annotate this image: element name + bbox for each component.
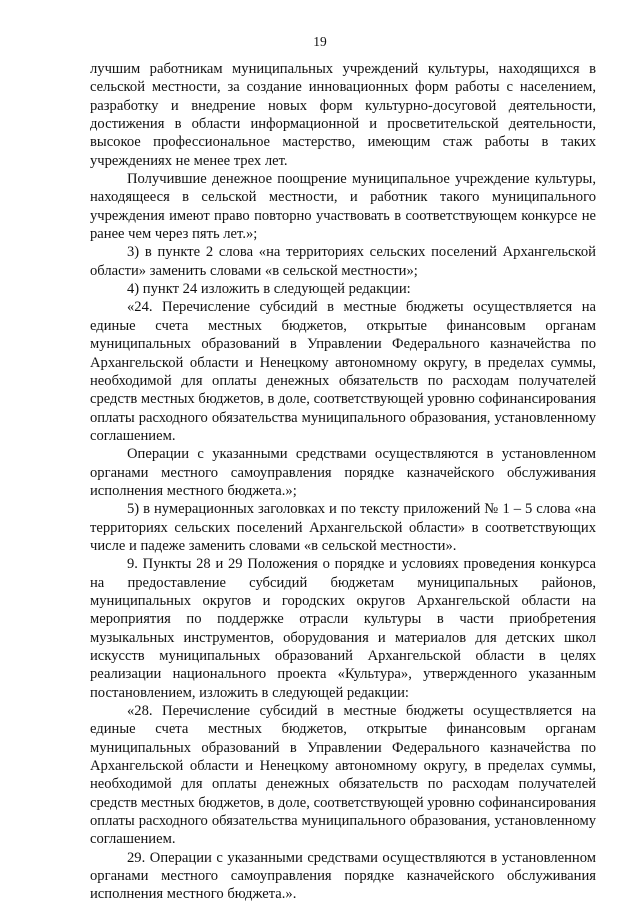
paragraph-point-29: 29. Операции с указанными средствами осуществляются в установленном органами местного самоуправления порядке казначейского обслуживания исполнения местного бюджета.».: [90, 849, 596, 903]
paragraph-point-24: «24. Перечисление субсидий в местные бюджеты осуществляется на единые счета местных бюджетов, открытые финансовым органам муниципальных образований в Управлении Федерального казначейства по Архангельской области и Ненецкому автономному округу, в пределах суммы, необходимой для оплаты денежных обязательств по расходам получателей средств местных бюджетов, в доле, соответствующей уровню софинансирования оплаты расходного обязательства муниципального образования, установленному соглашением.: [90, 299, 596, 444]
paragraph-point-28: «28. Перечисление субсидий в местные бюджеты осуществляется на единые счета местных бюджетов, открытые финансовым органам муниципальных образований в Управлении Федерального казначейства по Архангельской области и Ненецкому автономному округу, в пределах суммы, необходимой для оплаты денежных обязательств по расходам получателей средств местных бюджетов, в доле, соответствующей уровню софинансирования оплаты расходного обязательства муниципального образования, установленному соглашением.: [90, 703, 596, 848]
document-body: [90, 60, 596, 904]
paragraph-amendment-4: 4) пункт 24 изложить в следующей редакции:: [127, 281, 411, 298]
paragraph-amendment-3: 3) в пункте 2 слова «на территориях сельских поселений Архангельской области» заменить словами «в сельской местности»;: [90, 244, 596, 279]
paragraph-reward-repeat: Получившие денежное поощрение муниципальное учреждение культуры, находящееся в сельской местности, и работник такого муниципального учреждения имеют право повторно участвовать в соответствующем конкурсе не ранее чем через пять лет.»;: [90, 171, 596, 243]
paragraph-operations: Операции с указанными средствами осуществляются в установленном органами местного самоуправления порядке казначейского обслуживания исполнения местного бюджета.»;: [90, 446, 596, 499]
paragraph-amendment-5: 5) в нумерационных заголовках и по тексту приложений № 1 – 5 слова «на территориях сельских поселений Архангельской области» в соответствующих числе и падеже заменить словами «в сельской местности».: [90, 501, 596, 554]
page-number: 19: [313, 34, 327, 49]
paragraph-continuation: лучшим работникам муниципальных учреждений культуры, находящихся в сельской местности, за создание инновационных форм работы с населением, разработку и внедрение новых форм культурно-досуговой деятельности, достижения в области информационной и просветительской деятельности, высокое профессиональное мастерство, имеющим стаж работы в таких учреждениях не менее трех лет.: [90, 61, 596, 169]
paragraph-item-9: 9. Пункты 28 и 29 Положения о порядке и условиях проведения конкурса на предоставление субсидий бюджетам муниципальных районов, муниципальных округов и городских округов Архангельской области на мероприятия по поддержке отрасли культуры в части приобретения музыкальных инструментов, оборудования и материалов для детских школ искусств муниципальных образований Архангельской области в целях реализации национального проекта «Культура», утвержденного указанным постановлением, изложить в следующей редакции:: [90, 556, 596, 701]
